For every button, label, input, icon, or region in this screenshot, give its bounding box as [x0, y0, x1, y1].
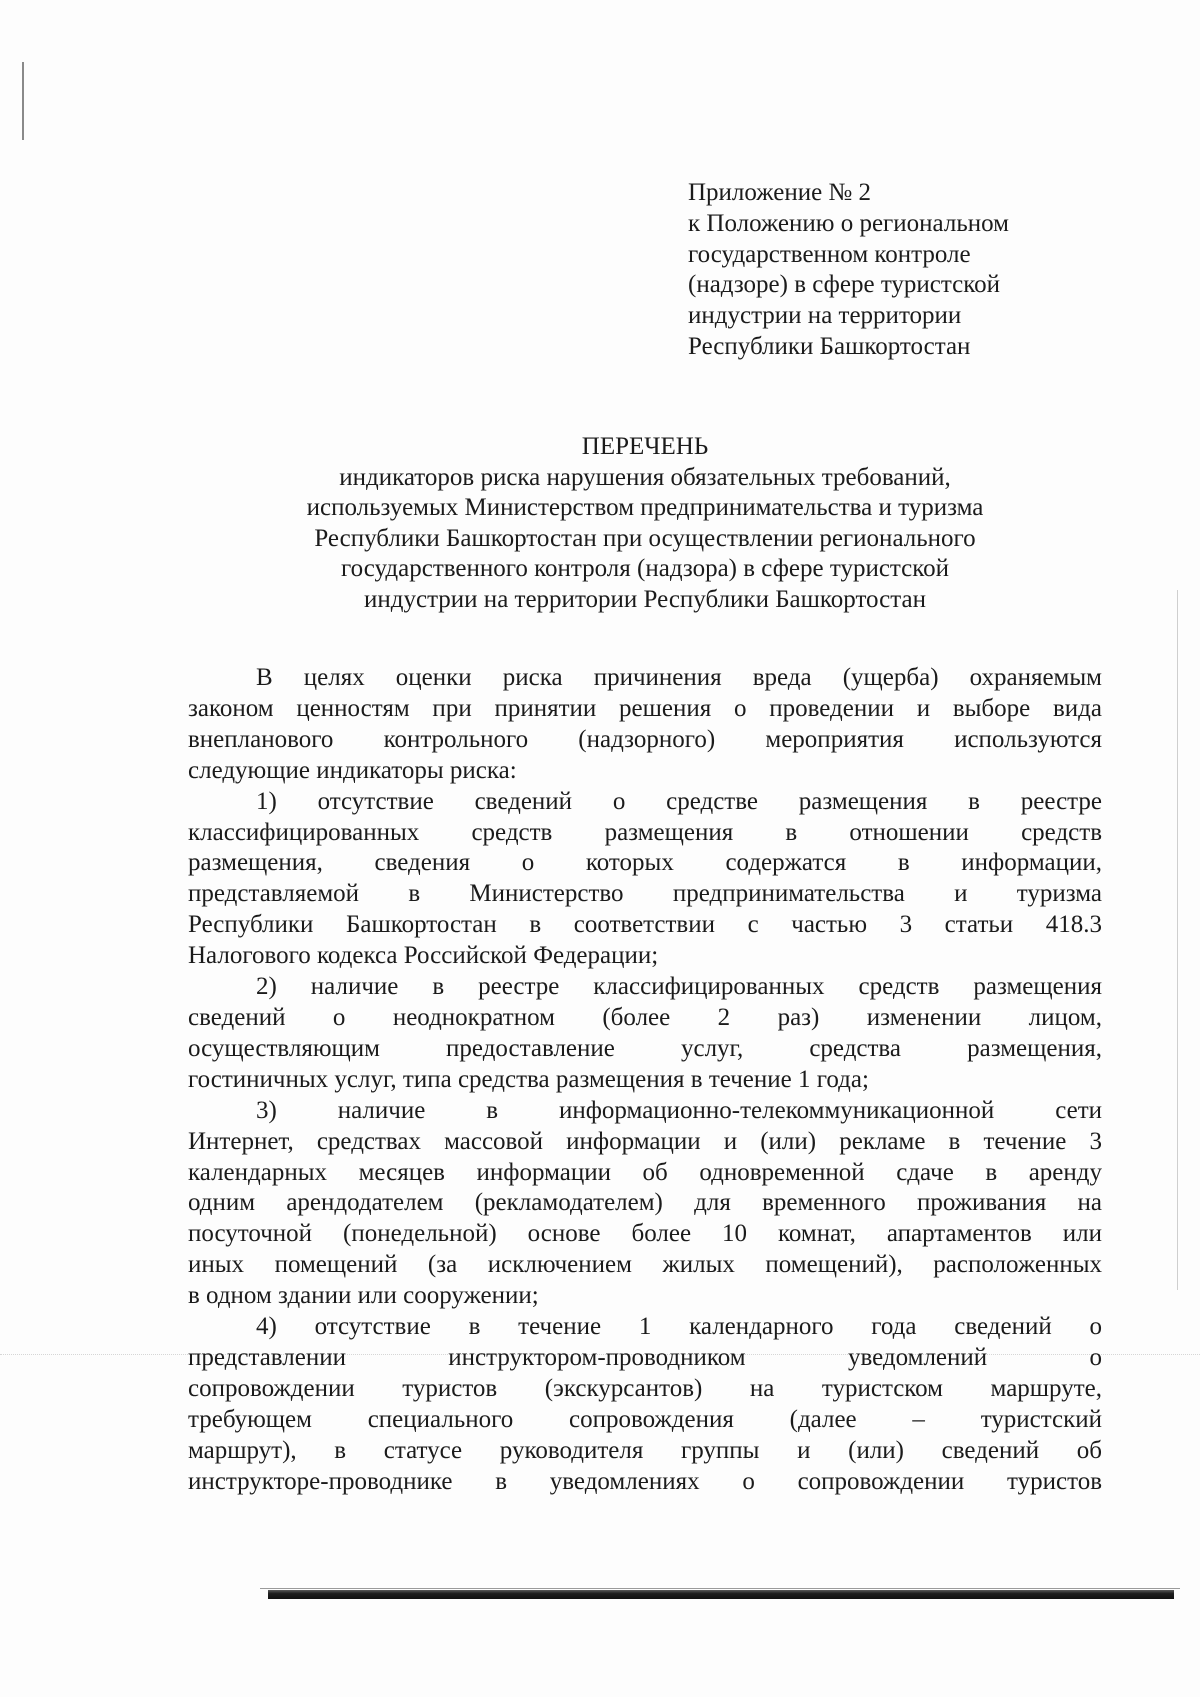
text-line: представлении инструктором-проводником уведомлений о	[188, 1343, 1102, 1371]
text-line: 2) наличие в реестре классифицированных средств размещения	[256, 973, 1102, 1001]
text-line: представляемой в Министерство предпринимательства и туризма	[188, 880, 1102, 908]
intro-paragraph	[188, 663, 1102, 787]
document-title-block	[170, 432, 1120, 615]
text-line: сведений о неоднократном (более 2 раз) изменении лицом,	[188, 1003, 1102, 1031]
annex-line: государственном контроле	[688, 240, 971, 268]
text-line: внепланового контрольного (надзорного) мероприятия используются	[188, 725, 1102, 753]
document-body	[188, 663, 1102, 1497]
text-line: 4) отсутствие в течение 1 календарного года сведений о	[256, 1313, 1102, 1341]
indicator-item-3	[188, 1096, 1102, 1312]
text-line: Интернет, средствах массовой информации и (или) рекламе в течение 3	[188, 1127, 1102, 1155]
indicator-item-4	[188, 1312, 1102, 1497]
annex-line: к Положению о региональном	[688, 209, 1009, 237]
text-line: календарных месяцев информации об одновременной сдаче в аренду	[188, 1158, 1102, 1186]
document-heading: ПЕРЕЧЕНЬ	[581, 433, 709, 460]
text-line: в одном здании или сооружении;	[188, 1282, 539, 1310]
indicator-item-1	[188, 787, 1102, 972]
indicator-item-2	[188, 972, 1102, 1096]
document-subtitle-line: государственного контроля (надзора) в сфере туристской	[340, 555, 950, 582]
document-subtitle-line: индустрии на территории Республики Башкортостан	[364, 585, 926, 613]
scan-artifact-left-mark	[22, 62, 24, 140]
annex-line: (надзоре) в сфере туристской	[688, 271, 1000, 299]
text-line: 1) отсутствие сведений о средстве размещения в реестре	[256, 787, 1102, 815]
text-line: сопровождении туристов (экскурсантов) на туристском маршруте,	[188, 1374, 1102, 1402]
text-line: Налогового кодекса Российской Федерации;	[188, 942, 659, 970]
text-line: требующем специального сопровождения (далее – туристский	[188, 1405, 1102, 1433]
text-line: следующие индикаторы риска:	[188, 756, 517, 784]
document-subtitle-line: используемых Министерством предпринимательства и туризма	[306, 494, 984, 521]
scan-artifact-bottom-thin-line	[260, 1588, 1180, 1589]
document-subtitle-line: Республики Башкортостан при осуществлении регионального	[314, 524, 976, 552]
annex-line: индустрии на территории	[688, 302, 962, 330]
text-line: Республики Башкортостан в соответствии с частью 3 статьи 418.3	[188, 911, 1102, 939]
annex-line: Республики Башкортостан	[688, 332, 971, 360]
text-line: маршрут), в статусе руководителя группы и (или) сведений об	[188, 1436, 1102, 1464]
text-line: инструкторе-проводнике в уведомлениях о сопровождении туристов	[188, 1467, 1102, 1495]
text-line: посуточной (понедельной) основе более 10 комнат, апартаментов или	[188, 1220, 1102, 1248]
text-line: одним арендодателем (рекламодателем) для временного проживания на	[188, 1189, 1102, 1217]
scan-artifact-right-mark	[1177, 590, 1178, 1290]
document-subtitle-line: индикаторов риска нарушения обязательных требований,	[339, 463, 951, 491]
text-line: классифицированных средств размещения в отношении средств	[188, 818, 1102, 846]
scan-artifact-bottom-bar	[268, 1590, 1174, 1599]
text-line: законом ценностям при принятии решения о проведении и выборе вида	[188, 694, 1102, 722]
text-line: иных помещений (за исключением жилых помещений), расположенных	[188, 1251, 1102, 1279]
text-line: размещения, сведения о которых содержатся в информации,	[188, 849, 1102, 877]
annex-line: Приложение № 2	[688, 179, 872, 206]
text-line: 3) наличие в информационно-телекоммуникационной сети	[256, 1096, 1102, 1124]
text-line: осуществляющим предоставление услуг, средства размещения,	[188, 1034, 1102, 1062]
annex-reference	[688, 178, 1158, 363]
text-line: В целях оценки риска причинения вреда (ущерба) охраняемым	[256, 664, 1102, 691]
text-line: гостиничных услуг, типа средства размещения в течение 1 года;	[188, 1065, 869, 1093]
